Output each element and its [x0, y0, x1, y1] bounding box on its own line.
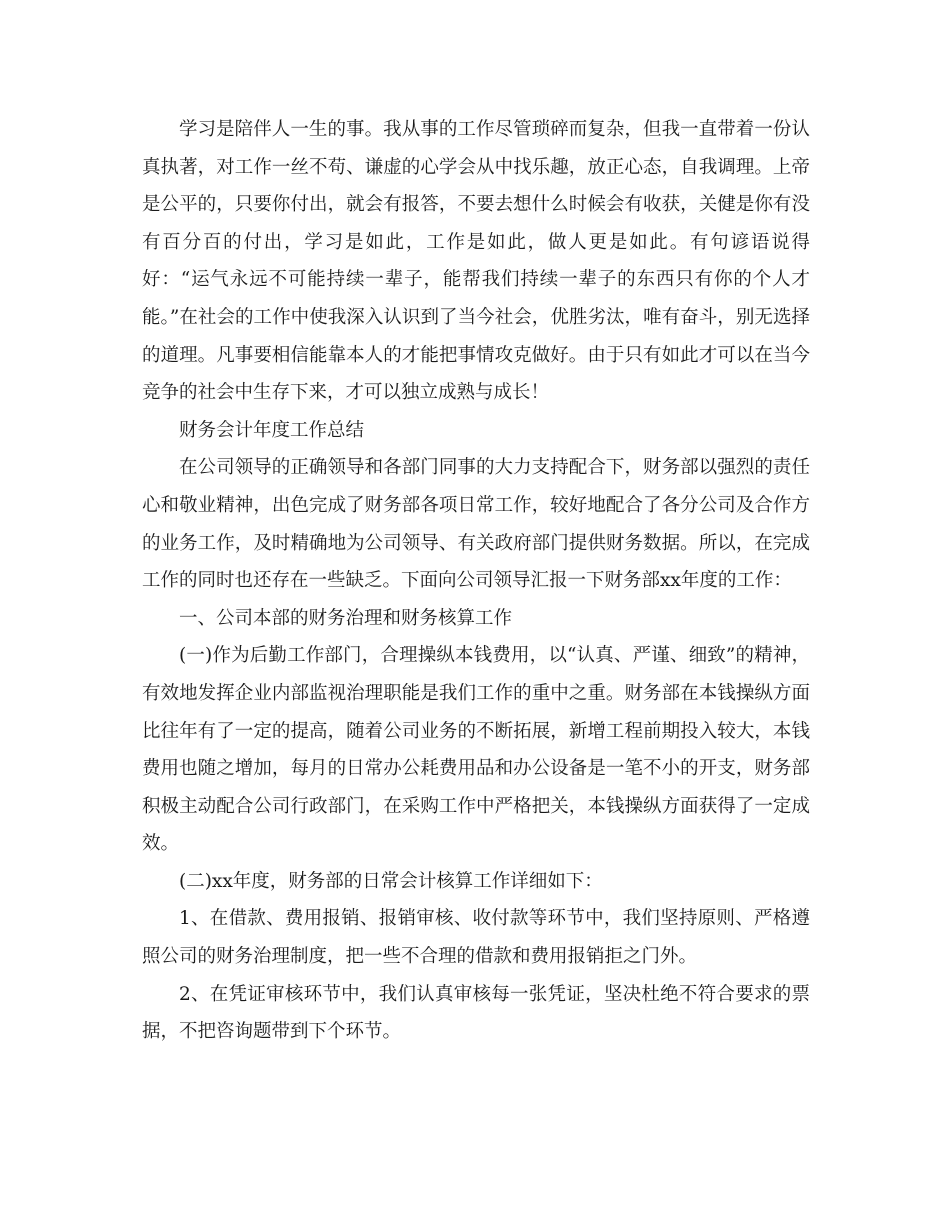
document-body: [142, 111, 810, 1051]
subsection-heading-2: (二)xx年度，财务部的日常会计核算工作详细如下：: [179, 870, 603, 892]
section-title: 财务会计年度工作总结: [179, 419, 365, 441]
section-heading-1: 一、公司本部的财务治理和财务核算工作: [179, 607, 513, 629]
paragraph-intro: 在公司领导的正确领导和各部门同事的大力支持配合下，财务部以强烈的责任心和敬业精神，出色完成了财务部各项日常工作，较好地配合了各分公司及合作方的业务工作，及时精确地为公司领导、有关政府部门提供财务数据。所以，在完成工作的同时也还存在一些缺乏。下面向公司领导汇报一下财务部xx年度的工作：: [142, 457, 810, 592]
paragraph-learning: 学习是陪伴人一生的事。我从事的工作尽管琐碎而复杂，但我一直带着一份认真执著，对工作一丝不苟、谦虚的心学会从中找乐趣，放正心态，自我调理。上帝是公平的，只要你付出，就会有报答，不要去想什么时候会有收获，关健是你有没有百分百的付出，学习是如此，工作是如此，做人更是如此。有句谚语说得好：“运气永远不可能持续一辈子，能帮我们持续一辈子的东西只有你的个人才能。”在社会的工作中使我深入认识到了当今社会，优胜劣汰，唯有奋斗，别无选择的道理。凡事要相信能靠本人的才能把事情攻克做好。由于只有如此才可以在当今竞争的社会中生存下来，才可以独立成熟与成长！: [142, 119, 810, 404]
paragraph-item-2: 2、在凭证审核环节中，我们认真审核每一张凭证，坚决杜绝不符合要求的票据，不把咨询题带到下个环节。: [142, 983, 810, 1043]
paragraph-cost-control: (一)作为后勤工作部门，合理操纵本钱费用，以“认真、严谨、细致”的精神，有效地发挥企业内部监视治理职能是我们工作的重中之重。财务部在本钱操纵方面比往年有了一定的提高，随着公司业务的不断拓展，新增工程前期投入较大，本钱费用也随之增加，每月的日常办公耗费用品和办公设备是一笔不小的开支，财务部积极主动配合公司行政部门，在采购工作中严格把关，本钱操纵方面获得了一定成效。: [142, 645, 810, 855]
paragraph-item-1: 1、在借款、费用报销、报销审核、收付款等环节中，我们坚持原则、严格遵照公司的财务治理制度，把一些不合理的借款和费用报销拒之门外。: [142, 908, 810, 968]
